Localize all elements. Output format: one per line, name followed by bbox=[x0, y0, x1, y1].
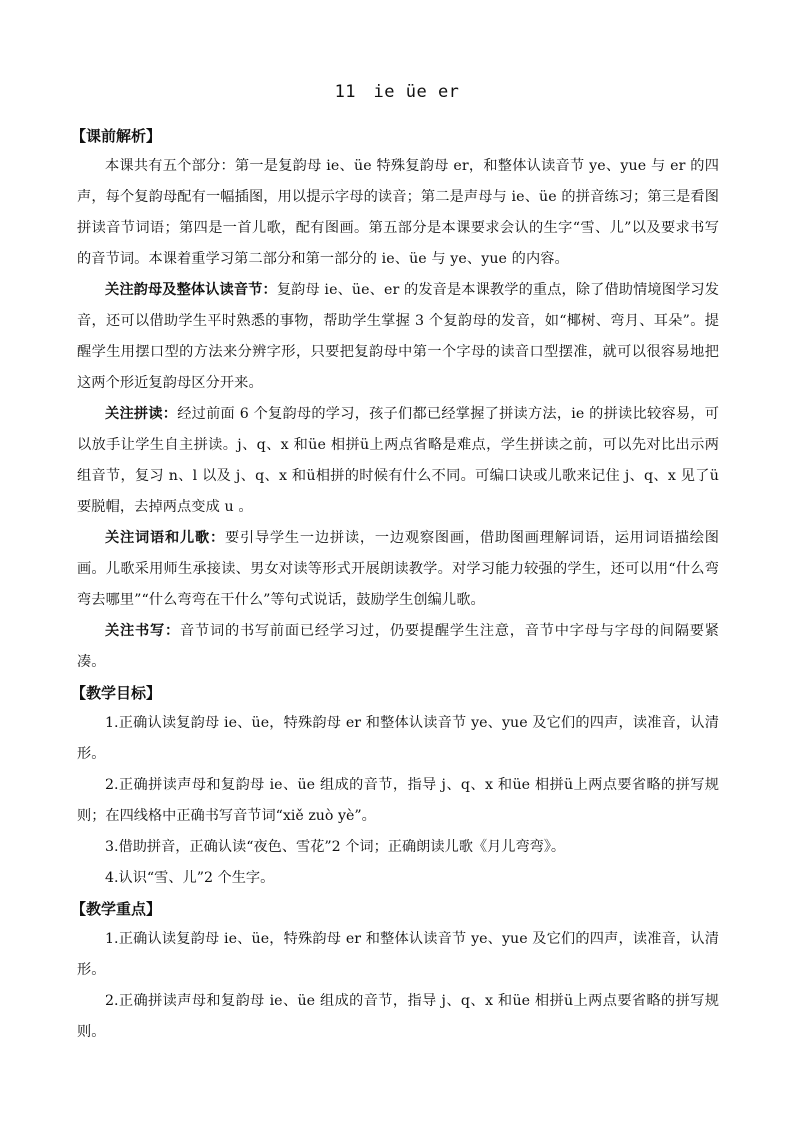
paragraph-text-words: 要引导学生一边拼读，一边观察图画，借助图画理解词语，运用词语描绘图画。儿歌采用师生承接读、男女对读等形式开展朗读教学。对学习能力较强的学生，还可以用“什么弯弯去哪里”“什么弯弯在干什么”等句式说话，鼓励学生创编儿歌。 bbox=[77, 530, 719, 608]
focus-item: 1.正确认读复韵母 ie、üe，特殊韵母 er 和整体认读音节 ye、yue 及它们的四声，读准音，认清形。 bbox=[77, 931, 719, 978]
paragraph-text-writing: 音节词的书写前面已经学习过，仍要提醒学生注意，音节中字母与字母的间隔要紧凑。 bbox=[77, 623, 719, 670]
lesson-title: 11 ie üe er bbox=[334, 82, 460, 102]
section-heading-focus: 【教学重点】 bbox=[71, 900, 162, 918]
section-goals bbox=[71, 678, 719, 894]
goal-item: 1.正确认读复韵母 ie、üe，特殊韵母 er 和整体认读音节 ye、yue 及它们的四声，读准音，认清形。 bbox=[77, 715, 719, 762]
goal-item: 4.认识“雪、儿”2 个生字。 bbox=[105, 870, 275, 886]
section-analysis bbox=[71, 121, 719, 678]
section-focus bbox=[71, 894, 719, 1048]
section-heading-goals: 【教学目标】 bbox=[71, 684, 162, 702]
paragraph-lead-words: 关注词语和儿歌： bbox=[105, 530, 225, 546]
paragraph-lead-writing: 关注书写： bbox=[105, 623, 180, 639]
goal-item: 3.借助拼音，正确认读“夜色、雪花”2 个词；正确朗读儿歌《月儿弯弯》。 bbox=[105, 839, 566, 855]
paragraph-text-vowels: 复韵母 ie、üe、er 的发音是本课教学的重点，除了借助情境图学习发音，还可以借助学生平时熟悉的事物，帮助学生掌握 3 个复韵母的发音，如“椰树、弯月、耳朵”。提醒学生用摆口型的方法来分辨字形，只要把复韵母中第一个字母的读音口型摆准，就可以很容易地把这两个形近复韵母区分开来。 bbox=[77, 282, 719, 391]
paragraph-text-spelling: 经过前面 6 个复韵母的学习，孩子们都已经掌握了拼读方法，ie 的拼读比较容易，可以放手让学生自主拼读。j、q、x 和üe 相拼ü上两点省略是难点，学生拼读之前，可以先对比出示两组音节，复习 n、l 以及 j、q、x 和ü相拼的时候有什么不同。可编口诀或儿歌来记住 j、q、x 见了ü要脱帽，去掉两点变成 u 。 bbox=[77, 406, 719, 515]
paragraph-lead-vowels: 关注韵母及整体认读音节： bbox=[105, 282, 277, 298]
analysis-paragraph-1: 本课共有五个部分：第一是复韵母 ie、üe 特殊复韵母 er，和整体认读音节 ye、yue 与 er 的四声，每个复韵母配有一幅插图，用以提示字母的读音；第二是声母与 ie、üe 的拼音练习；第三是看图拼读音节词语；第四是一首儿歌，配有图画。第五部分是本课要求会认的生字“雪、儿”以及要求书写的音节词。本课着重学习第二部分和第一部分的 ie、üe 与 ye、yue 的内容。 bbox=[77, 158, 719, 267]
paragraph-lead-spelling: 关注拼读： bbox=[105, 406, 178, 422]
goal-item: 2.正确拼读声母和复韵母 ie、üe 组成的音节，指导 j、q、x 和üe 相拼ü上两点要省略的拼写规则；在四线格中正确书写音节词“xiě zuò yè”。 bbox=[77, 777, 719, 824]
analysis-paragraph-2 bbox=[77, 275, 719, 399]
focus-item: 2.正确拼读声母和复韵母 ie、üe 组成的音节，指导 j、q、x 和üe 相拼ü上两点要省略的拼写规则。 bbox=[77, 993, 719, 1040]
section-heading-analysis: 【课前解析】 bbox=[71, 127, 162, 145]
analysis-paragraph-4 bbox=[77, 523, 719, 616]
document-body bbox=[71, 121, 719, 1048]
analysis-paragraph-3 bbox=[77, 399, 719, 523]
analysis-paragraph-5 bbox=[77, 616, 719, 678]
